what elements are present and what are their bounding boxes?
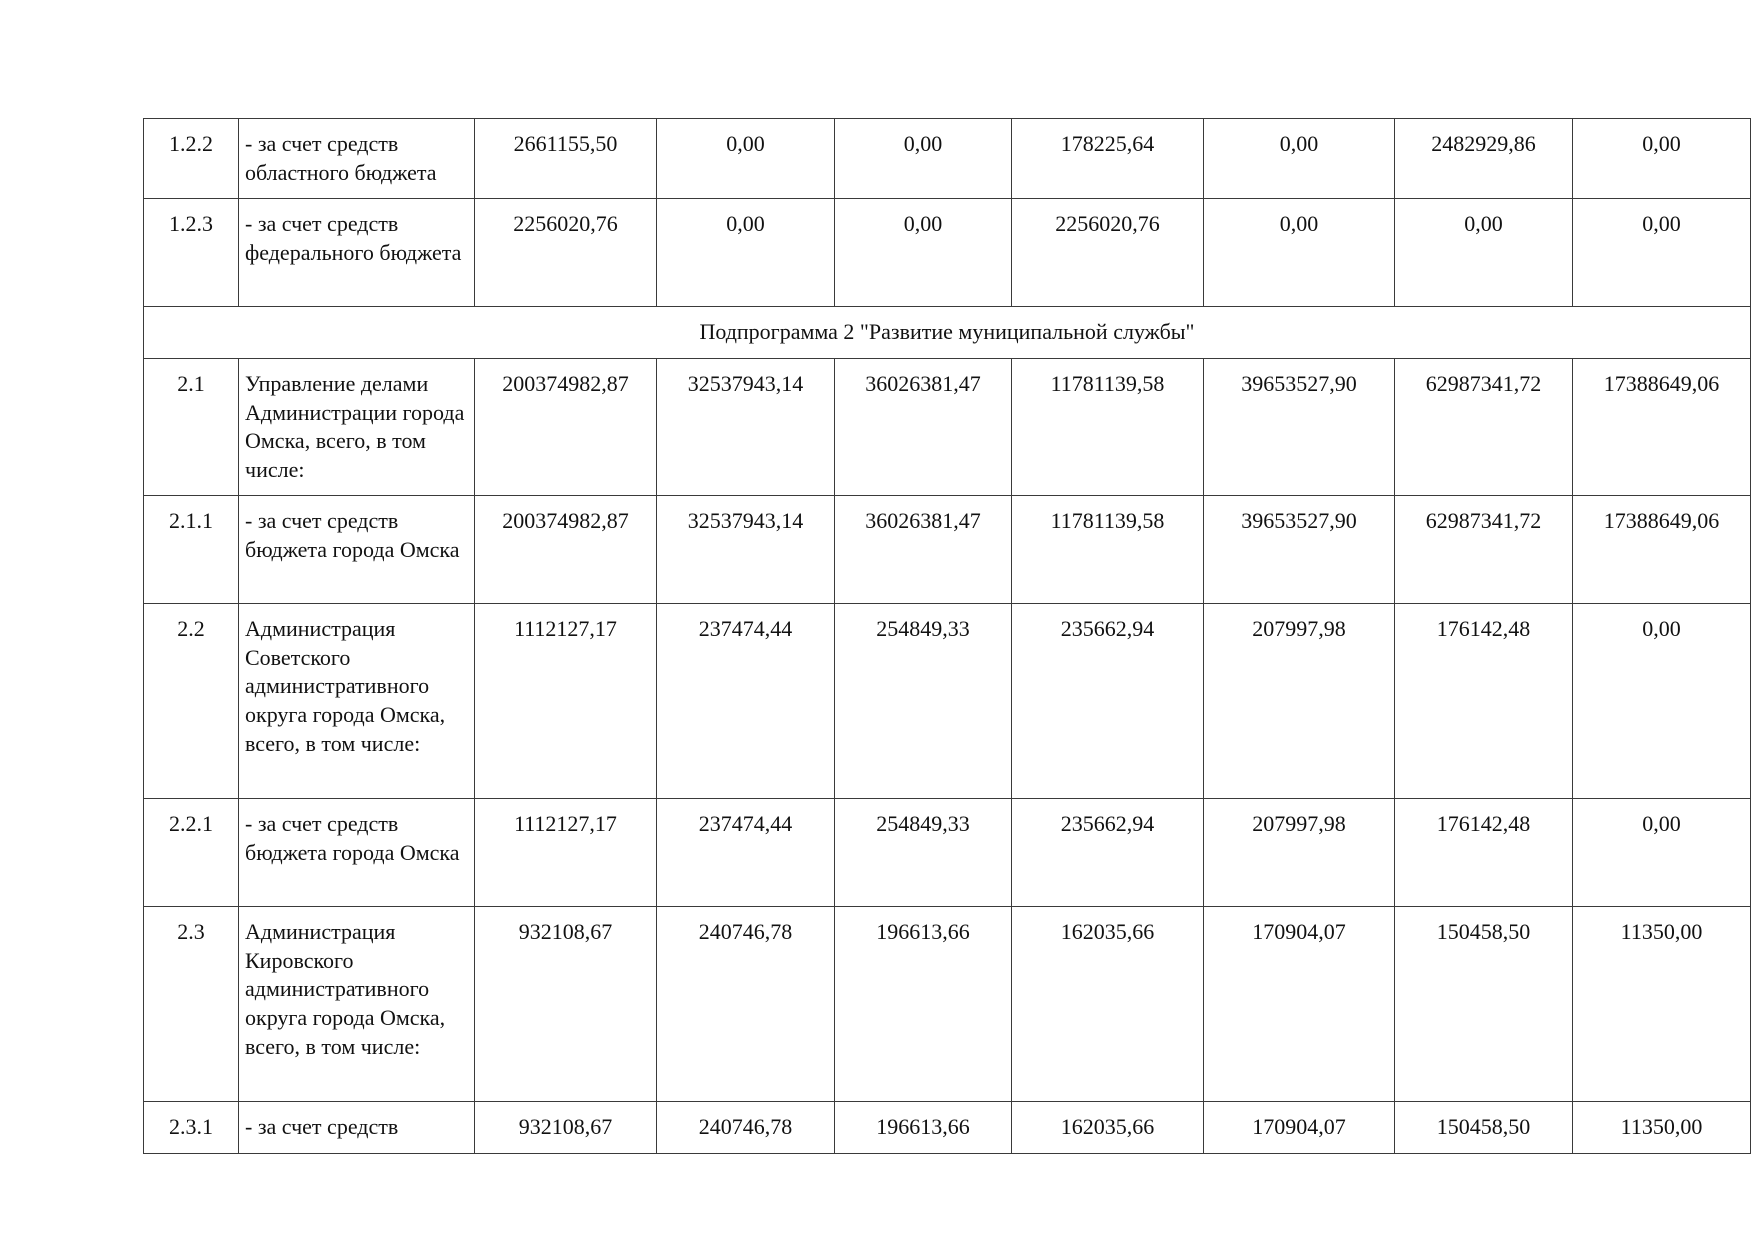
value-cell: 240746,78 bbox=[657, 907, 835, 1102]
value-cell: 0,00 bbox=[1395, 199, 1573, 307]
row-code: 2.1 bbox=[144, 359, 239, 496]
row-code: 1.2.2 bbox=[144, 119, 239, 199]
value-cell: 0,00 bbox=[657, 199, 835, 307]
row-description: Администрация Кировского административного округа города Омска, всего, в том числе: bbox=[239, 907, 475, 1102]
table-row bbox=[144, 359, 1751, 496]
subprogram-title: Подпрограмма 2 "Развитие муниципальной службы" bbox=[144, 307, 1751, 359]
row-description: Управление делами Администрации города Омска, всего, в том числе: bbox=[239, 359, 475, 496]
value-cell: 2661155,50 bbox=[475, 119, 657, 199]
row-code: 2.2.1 bbox=[144, 799, 239, 907]
value-cell: 0,00 bbox=[1573, 119, 1751, 199]
value-cell: 162035,66 bbox=[1012, 1102, 1204, 1154]
value-cell: 0,00 bbox=[1573, 199, 1751, 307]
value-cell: 0,00 bbox=[1573, 604, 1751, 799]
row-description: - за счет средств федерального бюджета bbox=[239, 199, 475, 307]
value-cell: 235662,94 bbox=[1012, 799, 1204, 907]
value-cell: 1112127,17 bbox=[475, 799, 657, 907]
row-description: - за счет средств bbox=[239, 1102, 475, 1154]
value-cell: 0,00 bbox=[1204, 199, 1395, 307]
value-cell: 11350,00 bbox=[1573, 1102, 1751, 1154]
value-cell: 207997,98 bbox=[1204, 604, 1395, 799]
row-description: - за счет средств бюджета города Омска bbox=[239, 496, 475, 604]
value-cell: 62987341,72 bbox=[1395, 359, 1573, 496]
value-cell: 196613,66 bbox=[835, 1102, 1012, 1154]
value-cell: 0,00 bbox=[1573, 799, 1751, 907]
value-cell: 0,00 bbox=[1204, 119, 1395, 199]
value-cell: 150458,50 bbox=[1395, 907, 1573, 1102]
value-cell: 11781139,58 bbox=[1012, 496, 1204, 604]
table-row bbox=[144, 604, 1751, 799]
value-cell: 17388649,06 bbox=[1573, 359, 1751, 496]
value-cell: 32537943,14 bbox=[657, 496, 835, 604]
row-code: 1.2.3 bbox=[144, 199, 239, 307]
budget-table bbox=[143, 118, 1751, 1154]
value-cell: 176142,48 bbox=[1395, 604, 1573, 799]
value-cell: 62987341,72 bbox=[1395, 496, 1573, 604]
value-cell: 150458,50 bbox=[1395, 1102, 1573, 1154]
table-row bbox=[144, 199, 1751, 307]
value-cell: 162035,66 bbox=[1012, 907, 1204, 1102]
value-cell: 178225,64 bbox=[1012, 119, 1204, 199]
table-row bbox=[144, 799, 1751, 907]
table-row bbox=[144, 907, 1751, 1102]
value-cell: 170904,07 bbox=[1204, 1102, 1395, 1154]
value-cell: 170904,07 bbox=[1204, 907, 1395, 1102]
value-cell: 2256020,76 bbox=[1012, 199, 1204, 307]
value-cell: 1112127,17 bbox=[475, 604, 657, 799]
row-code: 2.3 bbox=[144, 907, 239, 1102]
value-cell: 200374982,87 bbox=[475, 359, 657, 496]
value-cell: 254849,33 bbox=[835, 799, 1012, 907]
value-cell: 237474,44 bbox=[657, 799, 835, 907]
section-row bbox=[144, 307, 1751, 359]
value-cell: 32537943,14 bbox=[657, 359, 835, 496]
value-cell: 0,00 bbox=[657, 119, 835, 199]
value-cell: 11350,00 bbox=[1573, 907, 1751, 1102]
value-cell: 176142,48 bbox=[1395, 799, 1573, 907]
value-cell: 235662,94 bbox=[1012, 604, 1204, 799]
value-cell: 932108,67 bbox=[475, 907, 657, 1102]
value-cell: 2256020,76 bbox=[475, 199, 657, 307]
value-cell: 196613,66 bbox=[835, 907, 1012, 1102]
value-cell: 2482929,86 bbox=[1395, 119, 1573, 199]
value-cell: 0,00 bbox=[835, 119, 1012, 199]
value-cell: 254849,33 bbox=[835, 604, 1012, 799]
value-cell: 207997,98 bbox=[1204, 799, 1395, 907]
table-row bbox=[144, 119, 1751, 199]
value-cell: 932108,67 bbox=[475, 1102, 657, 1154]
table-row bbox=[144, 1102, 1751, 1154]
value-cell: 240746,78 bbox=[657, 1102, 835, 1154]
value-cell: 39653527,90 bbox=[1204, 359, 1395, 496]
row-description: - за счет средств бюджета города Омска bbox=[239, 799, 475, 907]
value-cell: 17388649,06 bbox=[1573, 496, 1751, 604]
value-cell: 36026381,47 bbox=[835, 496, 1012, 604]
row-description: Администрация Советского административного округа города Омска, всего, в том числе: bbox=[239, 604, 475, 799]
row-code: 2.3.1 bbox=[144, 1102, 239, 1154]
row-code: 2.1.1 bbox=[144, 496, 239, 604]
value-cell: 39653527,90 bbox=[1204, 496, 1395, 604]
value-cell: 200374982,87 bbox=[475, 496, 657, 604]
row-description: - за счет средств областного бюджета bbox=[239, 119, 475, 199]
value-cell: 237474,44 bbox=[657, 604, 835, 799]
row-code: 2.2 bbox=[144, 604, 239, 799]
value-cell: 0,00 bbox=[835, 199, 1012, 307]
table-row bbox=[144, 496, 1751, 604]
value-cell: 11781139,58 bbox=[1012, 359, 1204, 496]
value-cell: 36026381,47 bbox=[835, 359, 1012, 496]
